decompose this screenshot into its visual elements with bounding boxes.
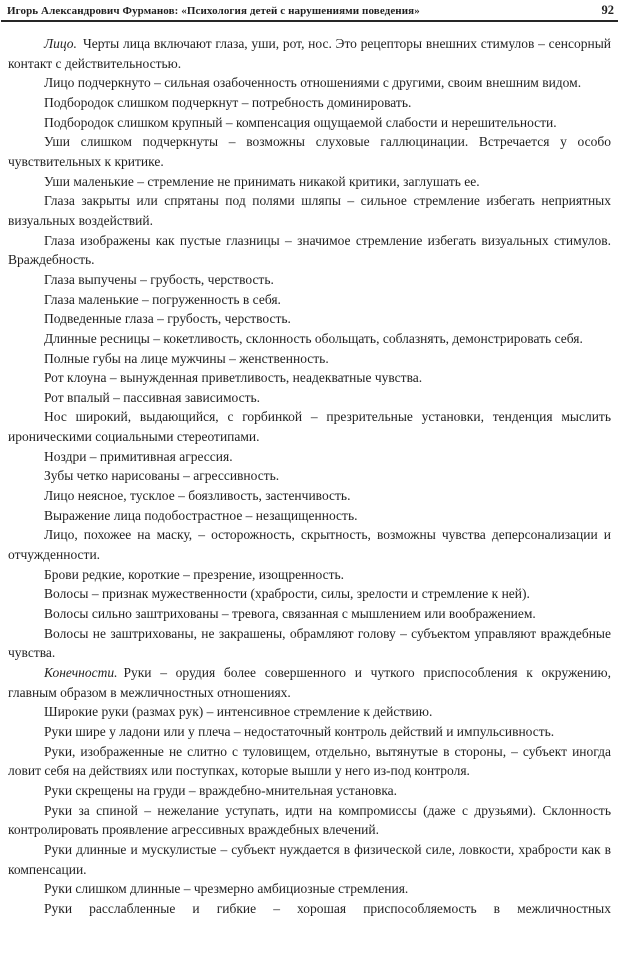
- paragraph: [8, 840, 611, 879]
- paragraph-text: Подведенные глаза – грубость, черствость.: [44, 311, 291, 327]
- paragraph-lead: Конечности.: [44, 665, 118, 680]
- paragraph-text: Руки длинные и мускулистые – субъект нуждается в физической силе, ловкости, храбрости как в компенсации.: [8, 841, 611, 877]
- paragraph: [8, 388, 611, 408]
- page-body-text: [8, 34, 611, 919]
- paragraph-text: Широкие руки (размах рук) – интенсивное стремление к действию.: [44, 704, 433, 720]
- paragraph-text: Выражение лица подобострастное – незащищенность.: [44, 507, 358, 523]
- paragraph-text: Руки – орудия более совершенного и чуткого приспособления к окружению, главным образом в межличностных отношениях.: [8, 665, 611, 700]
- paragraph-text: Глаза изображены как пустые глазницы – значимое стремление избегать визуальных стимулов. Враждебность.: [8, 232, 611, 268]
- paragraph: [8, 899, 611, 919]
- paragraph: [8, 506, 611, 526]
- paragraph-text: Полные губы на лице мужчины – женственность.: [44, 350, 329, 366]
- paragraph-text: Глаза выпучены – грубость, черствость.: [44, 271, 274, 287]
- paragraph-text: Уши слишком подчеркнуты – возможны слуховые галлюцинации. Встречается у особо чувствительных к критике.: [8, 134, 611, 169]
- paragraph-text: Лицо неясное, тусклое – боязливость, застенчивость.: [44, 488, 351, 504]
- paragraph: [8, 663, 611, 702]
- paragraph: [8, 290, 611, 310]
- page-header: [1, 0, 618, 22]
- paragraph-text: Волосы не заштрихованы, не закрашены, обрамляют голову – субъектом управляют враждебные чувства.: [8, 625, 611, 661]
- paragraph-text: Руки скрещены на груди – враждебно-мнительная установка.: [44, 782, 398, 798]
- paragraph-text: Рот впалый – пассивная зависимость.: [44, 389, 261, 405]
- paragraph: [8, 407, 611, 446]
- paragraph: [8, 191, 611, 230]
- paragraph: [8, 132, 611, 171]
- paragraph: [8, 486, 611, 506]
- paragraph-text: Глаза маленькие – погруженность в себя.: [44, 291, 281, 307]
- paragraph-lead: Лицо.: [44, 36, 77, 51]
- paragraph-text: Волосы – признак мужественности (храбрости, силы, зрелости и стремление к ней).: [44, 586, 530, 602]
- paragraph: [8, 781, 611, 801]
- paragraph: [8, 309, 611, 329]
- paragraph: [8, 73, 611, 93]
- paragraph: [8, 447, 611, 467]
- paragraph: [8, 93, 611, 113]
- paragraph-text: Нос широкий, выдающийся, с горбинкой – презрительные установки, тенденция мыслить ироническими социальными стереотипами.: [8, 409, 611, 445]
- paragraph: [8, 329, 611, 349]
- paragraph-text: Лицо, похожее на маску, – осторожность, скрытность, возможны чувства деперсонализации и отчужденности.: [8, 527, 611, 563]
- paragraph-text: Лицо подчеркнуто – сильная озабоченность отношениями с другими, своим внешним видом.: [44, 75, 582, 91]
- paragraph-text: Руки расслабленные и гибкие – хорошая приспособляемость в межличностных: [44, 900, 611, 916]
- paragraph: [8, 742, 611, 781]
- paragraph-text: Ноздри – примитивная агрессия.: [44, 448, 233, 464]
- paragraph: [8, 34, 611, 73]
- paragraph-text: Подбородок слишком подчеркнут – потребность доминировать.: [44, 94, 412, 110]
- paragraph: [8, 624, 611, 663]
- paragraph: [8, 525, 611, 564]
- paragraph-text: Подбородок слишком крупный – компенсация ощущаемой слабости и нерешительности.: [44, 114, 557, 130]
- paragraph: [8, 604, 611, 624]
- paragraph-text: Руки шире у ладони или у плеча – недостаточный контроль действий и импульсивность.: [44, 723, 555, 739]
- paragraph-text: Зубы четко нарисованы – агрессивность.: [44, 468, 280, 484]
- paragraph-text: Рот клоуна – вынужденная приветливость, неадекватные чувства.: [44, 370, 423, 386]
- paragraph: [8, 231, 611, 270]
- paragraph-text: Длинные ресницы – кокетливость, склонность обольщать, соблазнять, демонстрировать себя.: [44, 330, 583, 346]
- paragraph-text: Уши маленькие – стремление не принимать никакой критики, заглушать ее.: [44, 173, 480, 189]
- page-number: 92: [601, 3, 614, 17]
- paragraph-text: Руки, изображенные не слитно с туловищем, отдельно, вытянутые в стороны, – субъект иногда ловит себя на действиях или поступках, которые вышли у него из-под контроля.: [8, 743, 611, 779]
- paragraph: [8, 368, 611, 388]
- paragraph: [8, 702, 611, 722]
- paragraph: [8, 270, 611, 290]
- paragraph-text: Брови редкие, короткие – презрение, изощренность.: [44, 566, 345, 582]
- paragraph: [8, 879, 611, 899]
- paragraph: [8, 466, 611, 486]
- paragraph: [8, 584, 611, 604]
- paragraph: [8, 113, 611, 133]
- paragraph-text: Руки за спиной – нежелание уступать, идти на компромиссы (даже с друзьями). Склонность контролировать проявление агрессивных враждебных влечений.: [8, 802, 611, 838]
- paragraph: [8, 349, 611, 369]
- paragraph: [8, 801, 611, 840]
- paragraph: [8, 565, 611, 585]
- paragraph-text: Черты лица включают глаза, уши, рот, нос. Это рецепторы внешних стимулов – сенсорный контакт с действительностью.: [8, 36, 611, 71]
- paragraph: [8, 722, 611, 742]
- paragraph: [8, 172, 611, 192]
- paragraph-text: Глаза закрыты или спрятаны под полями шляпы – сильное стремление избегать неприятных визуальных воздействий.: [8, 193, 611, 228]
- paragraph-text: Руки слишком длинные – чрезмерно амбициозные стремления.: [44, 881, 409, 897]
- running-title: Игорь Александрович Фурманов: «Психология детей с нарушениями поведения»: [7, 5, 420, 17]
- paragraph-text: Волосы сильно заштрихованы – тревога, связанная с мышлением или воображением.: [44, 606, 536, 622]
